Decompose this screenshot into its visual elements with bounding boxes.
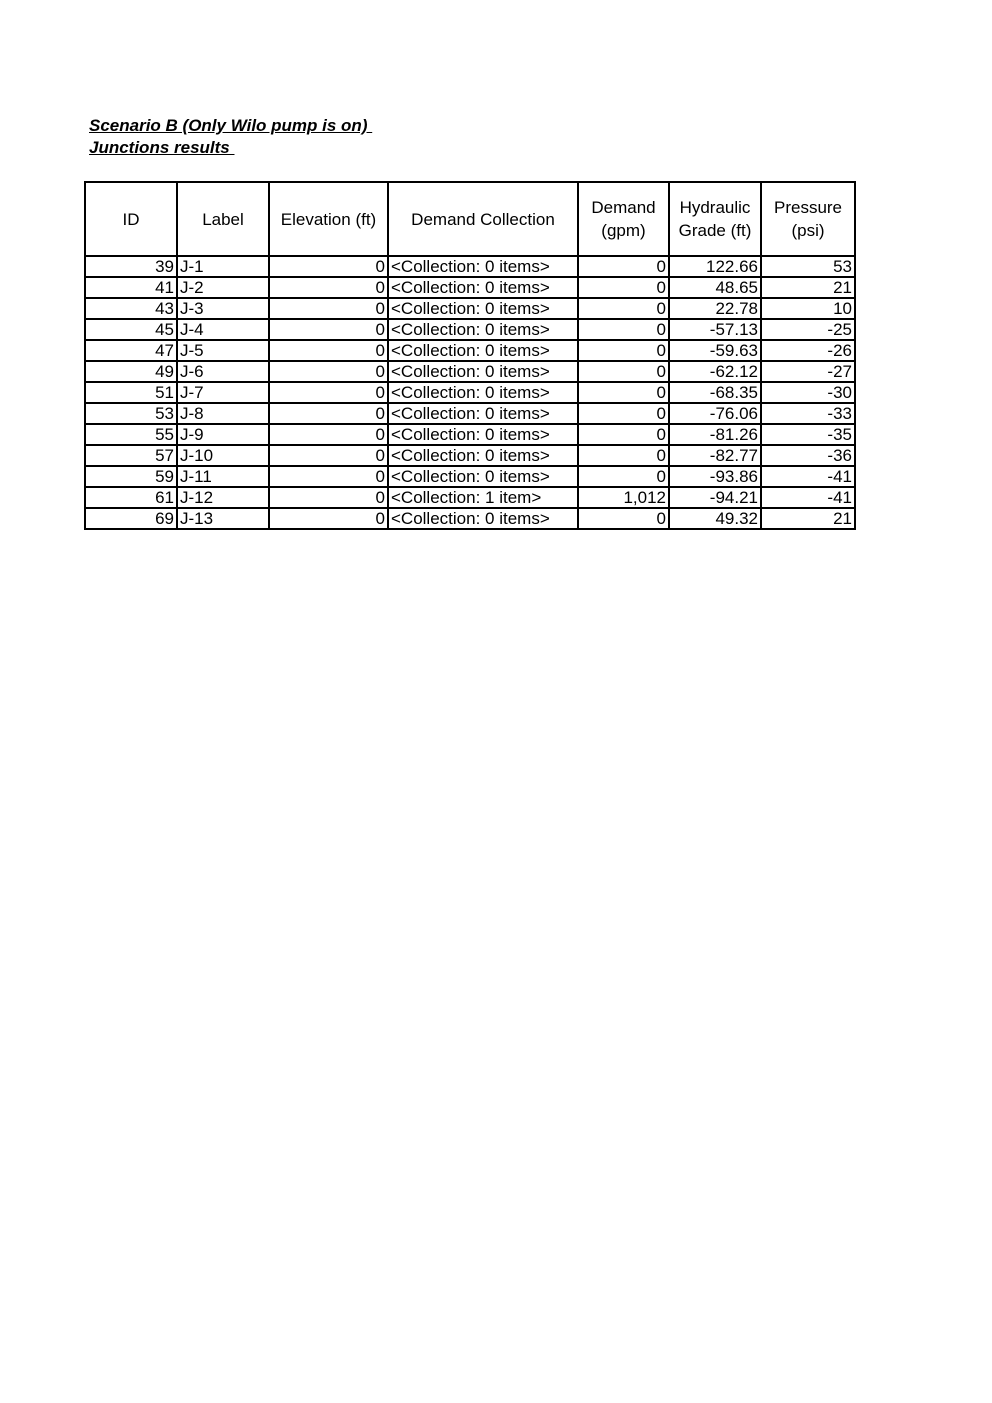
cell-label: J-7	[177, 382, 269, 403]
cell-demand-collection: <Collection: 0 items>	[388, 466, 578, 487]
table-header-row	[85, 182, 855, 256]
cell-label: J-6	[177, 361, 269, 382]
table-row	[85, 319, 855, 340]
cell-hydraulic-grade: -93.86	[669, 466, 761, 487]
cell-demand: 0	[578, 319, 669, 340]
cell-pressure: -26	[761, 340, 855, 361]
cell-id: 47	[85, 340, 177, 361]
header-demand-collection: Demand Collection	[388, 182, 578, 256]
cell-demand-collection: <Collection: 0 items>	[388, 382, 578, 403]
cell-pressure: -33	[761, 403, 855, 424]
header-elevation: Elevation (ft)	[269, 182, 388, 256]
cell-pressure: 53	[761, 256, 855, 277]
table-row	[85, 403, 855, 424]
cell-hydraulic-grade: -59.63	[669, 340, 761, 361]
cell-pressure: 21	[761, 508, 855, 529]
table-row	[85, 508, 855, 529]
document-titles	[89, 115, 372, 159]
table-row	[85, 466, 855, 487]
cell-demand: 0	[578, 298, 669, 319]
cell-elevation: 0	[269, 277, 388, 298]
cell-id: 61	[85, 487, 177, 508]
cell-hydraulic-grade: -62.12	[669, 361, 761, 382]
cell-id: 39	[85, 256, 177, 277]
cell-demand-collection: <Collection: 0 items>	[388, 403, 578, 424]
cell-demand: 0	[578, 340, 669, 361]
cell-pressure: -41	[761, 487, 855, 508]
cell-demand: 0	[578, 403, 669, 424]
cell-pressure: -27	[761, 361, 855, 382]
cell-demand-collection: <Collection: 0 items>	[388, 277, 578, 298]
cell-demand-collection: <Collection: 0 items>	[388, 508, 578, 529]
cell-demand-collection: <Collection: 0 items>	[388, 298, 578, 319]
cell-elevation: 0	[269, 403, 388, 424]
cell-demand: 0	[578, 277, 669, 298]
junctions-results-table	[84, 181, 856, 530]
cell-label: J-3	[177, 298, 269, 319]
table-row	[85, 487, 855, 508]
cell-id: 41	[85, 277, 177, 298]
cell-demand: 0	[578, 256, 669, 277]
section-title: Junctions results	[89, 138, 235, 157]
cell-demand-collection: <Collection: 1 item>	[388, 487, 578, 508]
cell-pressure: -41	[761, 466, 855, 487]
cell-label: J-13	[177, 508, 269, 529]
cell-demand-collection: <Collection: 0 items>	[388, 256, 578, 277]
cell-elevation: 0	[269, 340, 388, 361]
cell-id: 43	[85, 298, 177, 319]
table-row	[85, 256, 855, 277]
cell-elevation: 0	[269, 445, 388, 466]
cell-hydraulic-grade: -82.77	[669, 445, 761, 466]
header-demand: Demand (gpm)	[578, 182, 669, 256]
cell-elevation: 0	[269, 382, 388, 403]
cell-label: J-4	[177, 319, 269, 340]
cell-label: J-9	[177, 424, 269, 445]
cell-pressure: -36	[761, 445, 855, 466]
cell-demand-collection: <Collection: 0 items>	[388, 319, 578, 340]
table-row	[85, 298, 855, 319]
cell-id: 53	[85, 403, 177, 424]
cell-id: 57	[85, 445, 177, 466]
cell-hydraulic-grade: 122.66	[669, 256, 761, 277]
cell-hydraulic-grade: 49.32	[669, 508, 761, 529]
header-label: Label	[177, 182, 269, 256]
cell-hydraulic-grade: 22.78	[669, 298, 761, 319]
cell-demand-collection: <Collection: 0 items>	[388, 424, 578, 445]
cell-elevation: 0	[269, 361, 388, 382]
cell-demand: 0	[578, 466, 669, 487]
cell-elevation: 0	[269, 487, 388, 508]
table-row	[85, 340, 855, 361]
cell-elevation: 0	[269, 508, 388, 529]
cell-id: 45	[85, 319, 177, 340]
cell-label: J-5	[177, 340, 269, 361]
cell-demand-collection: <Collection: 0 items>	[388, 340, 578, 361]
cell-demand: 1,012	[578, 487, 669, 508]
cell-elevation: 0	[269, 424, 388, 445]
table-row	[85, 445, 855, 466]
cell-demand-collection: <Collection: 0 items>	[388, 445, 578, 466]
cell-elevation: 0	[269, 319, 388, 340]
cell-demand: 0	[578, 361, 669, 382]
cell-hydraulic-grade: -76.06	[669, 403, 761, 424]
table-row	[85, 382, 855, 403]
cell-elevation: 0	[269, 298, 388, 319]
cell-id: 49	[85, 361, 177, 382]
cell-label: J-8	[177, 403, 269, 424]
cell-label: J-1	[177, 256, 269, 277]
header-pressure: Pressure (psi)	[761, 182, 855, 256]
header-id: ID	[85, 182, 177, 256]
cell-pressure: 10	[761, 298, 855, 319]
cell-demand: 0	[578, 424, 669, 445]
cell-hydraulic-grade: -57.13	[669, 319, 761, 340]
cell-hydraulic-grade: -81.26	[669, 424, 761, 445]
cell-label: J-12	[177, 487, 269, 508]
cell-elevation: 0	[269, 466, 388, 487]
cell-demand: 0	[578, 508, 669, 529]
cell-label: J-2	[177, 277, 269, 298]
cell-pressure: -30	[761, 382, 855, 403]
cell-label: J-11	[177, 466, 269, 487]
cell-elevation: 0	[269, 256, 388, 277]
cell-id: 59	[85, 466, 177, 487]
cell-demand: 0	[578, 382, 669, 403]
table-row	[85, 277, 855, 298]
cell-id: 55	[85, 424, 177, 445]
cell-hydraulic-grade: -94.21	[669, 487, 761, 508]
cell-demand-collection: <Collection: 0 items>	[388, 361, 578, 382]
cell-pressure: -25	[761, 319, 855, 340]
table-row	[85, 361, 855, 382]
scenario-title: Scenario B (Only Wilo pump is on)	[89, 116, 373, 135]
header-hydraulic-grade: Hydraulic Grade (ft)	[669, 182, 761, 256]
cell-label: J-10	[177, 445, 269, 466]
cell-hydraulic-grade: 48.65	[669, 277, 761, 298]
cell-pressure: -35	[761, 424, 855, 445]
cell-pressure: 21	[761, 277, 855, 298]
table-body	[85, 256, 855, 529]
cell-id: 51	[85, 382, 177, 403]
cell-demand: 0	[578, 445, 669, 466]
cell-id: 69	[85, 508, 177, 529]
cell-hydraulic-grade: -68.35	[669, 382, 761, 403]
table-row	[85, 424, 855, 445]
